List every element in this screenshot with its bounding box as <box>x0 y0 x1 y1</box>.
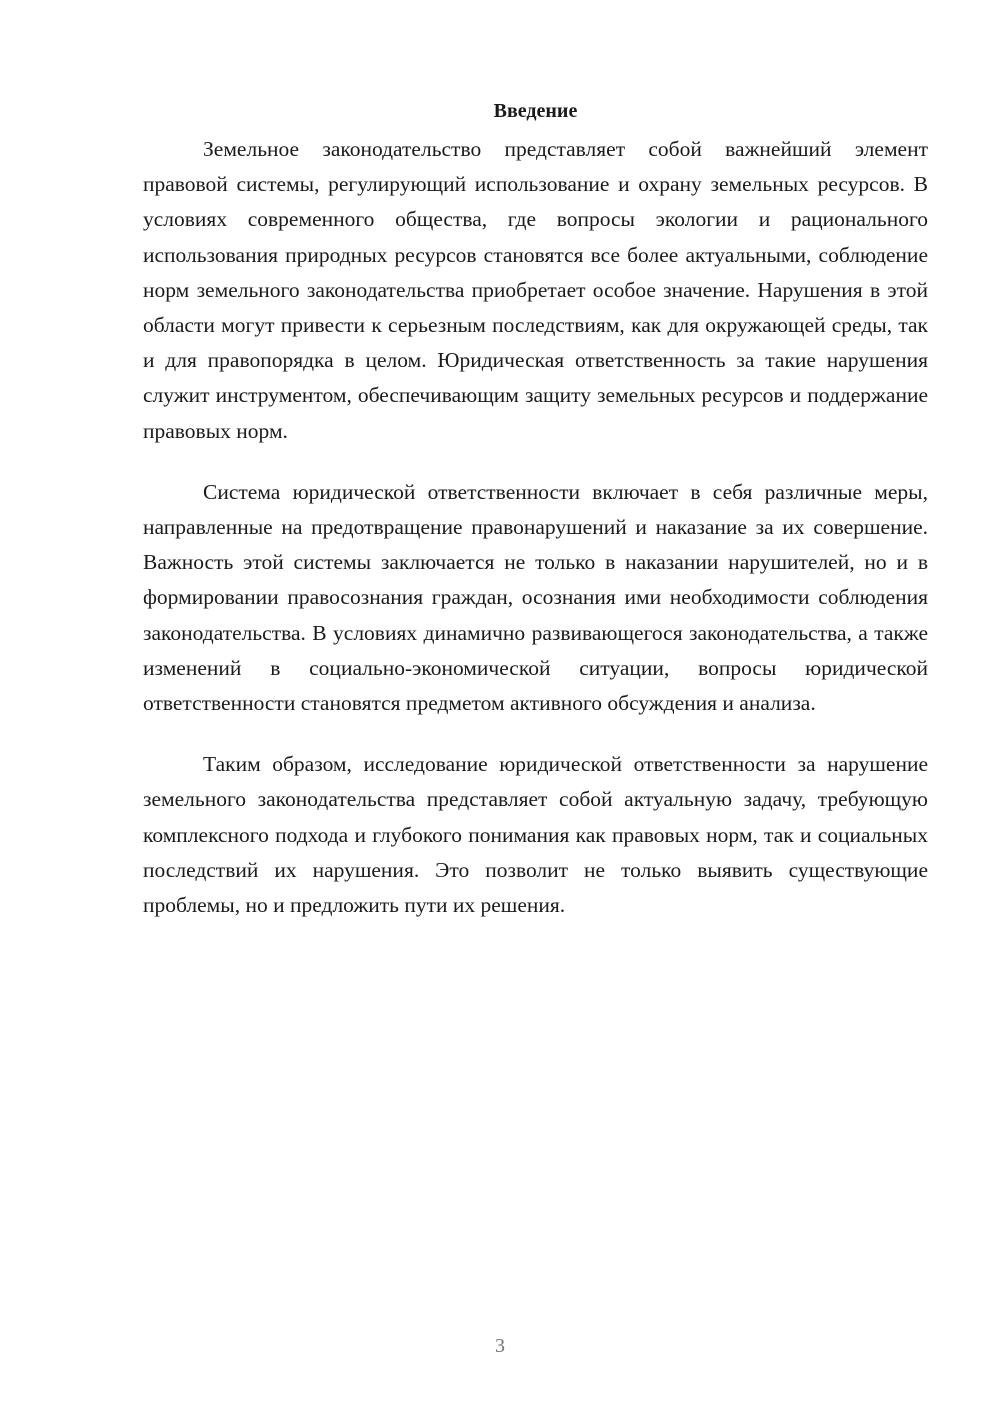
section-title: Введение <box>493 100 578 122</box>
paragraph: Система юридической ответственности включает в себя различные меры, направленные на предотвращение правонарушений и наказание за их совершение. Важность этой системы заключается не только в наказании нарушителей, но и в формировании правосознания граждан, осознания ими необходимости соблюдения законодательства. В условиях динамично развивающегося законодательства, а также изменений в социально-экономической ситуации, вопросы юридической ответственности становятся предметом активного обсуждения и анализа. <box>143 479 928 716</box>
page-number: 3 <box>495 1335 505 1357</box>
paragraph: Земельное законодательство представляет собой важнейший элемент правовой системы, регулирующий использование и охрану земельных ресурсов. В условиях современного общества, где вопросы экологии и рационального использования природных ресурсов становятся все более актуальными, соблюдение норм земельного законодательства приобретает особое значение. Нарушения в этой области могут привести к серьезным последствиям, как для окружающей среды, так и для правопорядка в целом. Юридическая ответственность за такие нарушения служит инструментом, обеспечивающим защиту земельных ресурсов и поддержание правовых норм. <box>143 137 928 443</box>
page-content <box>143 96 928 923</box>
paragraph: Таким образом, исследование юридической ответственности за нарушение земельного законодательства представляет собой актуальную задачу, требующую комплексного подхода и глубокого понимания как правовых норм, так и социальных последствий их нарушения. Это позволит не только выявить существующие проблемы, но и предложить пути их решения. <box>143 752 928 918</box>
